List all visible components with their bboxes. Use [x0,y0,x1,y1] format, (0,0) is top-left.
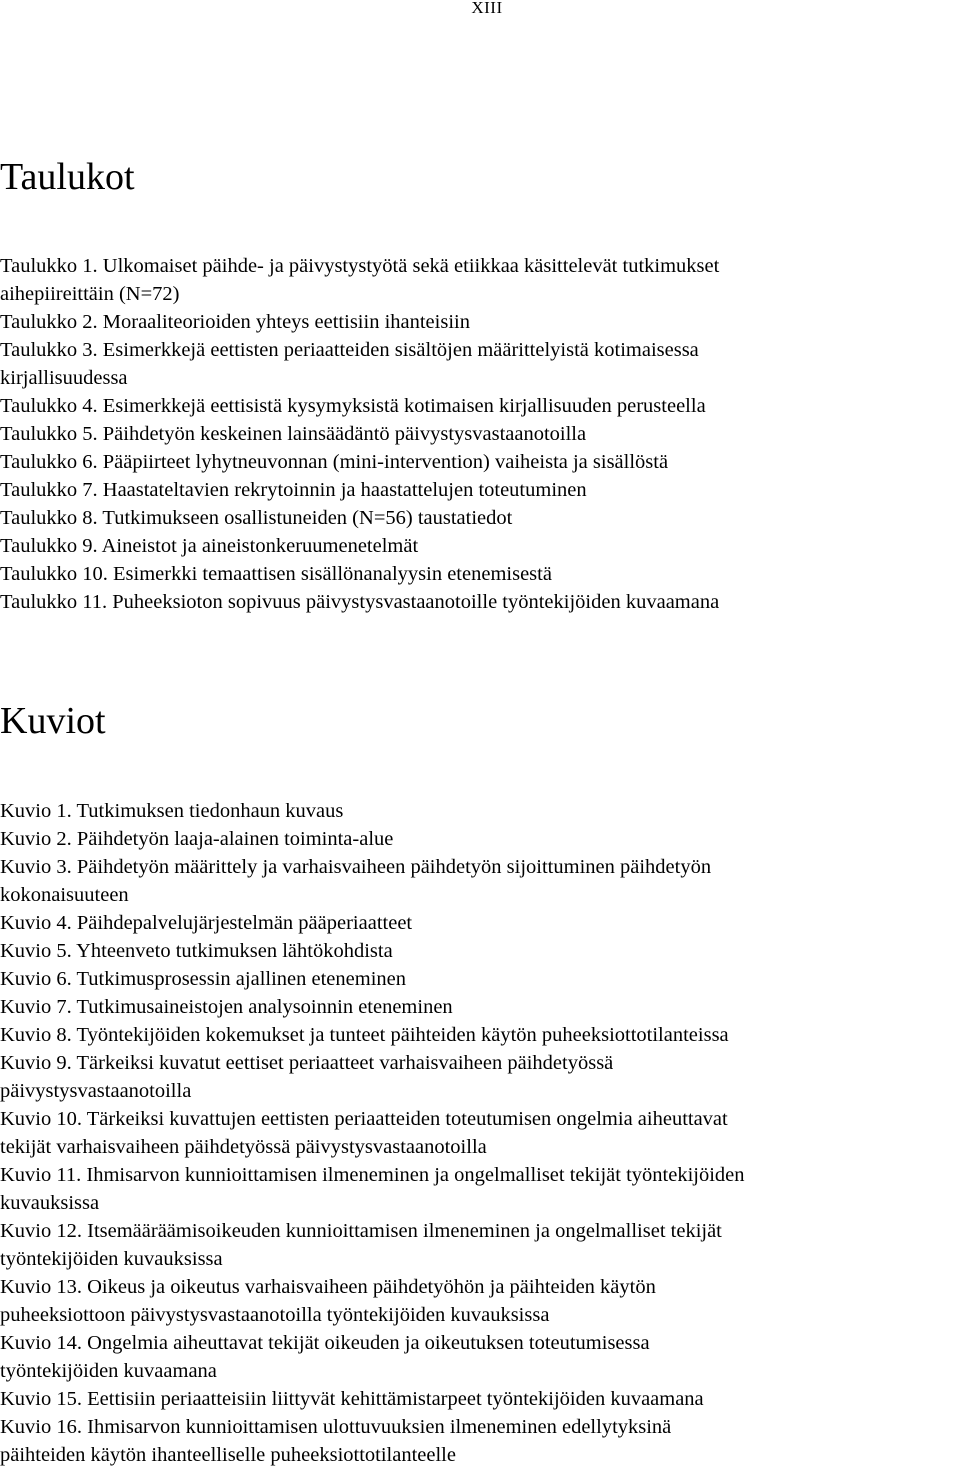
list-item: Taulukko 7. Haastateltavien rekrytoinnin ja haastattelujen toteutuminen [0,479,587,501]
list-item: kokonaisuuteen [0,884,129,906]
figures-list [0,797,960,1469]
list-item: Taulukko 6. Pääpiirteet lyhytneuvonnan (mini-intervention) vaiheista ja sisällöstä [0,451,669,473]
list-item: Taulukko 1. Ulkomaiset päihde- ja päivystystyötä sekä etiikkaa käsittelevät tutkimukset [0,255,720,277]
figures-heading: Kuviot [0,700,106,742]
list-item: Taulukko 9. Aineistot ja aineistonkeruumenetelmät [0,535,419,557]
tables-heading: Taulukot [0,156,135,198]
list-item: päivystysvastaanotoilla [0,1080,192,1102]
list-item: Kuvio 14. Ongelmia aiheuttavat tekijät oikeuden ja oikeutuksen toteutumisessa [0,1332,650,1354]
list-item: Kuvio 16. Ihmisarvon kunnioittamisen ulottuvuuksien ilmeneminen edellytyksinä [0,1416,672,1438]
list-item: Kuvio 13. Oikeus ja oikeutus varhaisvaiheen päihdetyöhön ja päihteiden käytön [0,1276,656,1298]
list-item: Taulukko 2. Moraaliteorioiden yhteys eettisiin ihanteisiin [0,311,470,333]
list-item: Kuvio 10. Tärkeiksi kuvattujen eettisten periaatteiden toteutumisen ongelmia aiheuttavat [0,1108,728,1130]
list-item: Taulukko 3. Esimerkkejä eettisten periaatteiden sisältöjen määrittelyistä kotimaisessa [0,339,699,361]
list-item: Kuvio 6. Tutkimusprosessin ajallinen eteneminen [0,968,406,990]
list-item: kuvauksissa [0,1192,100,1214]
list-item: Kuvio 7. Tutkimusaineistojen analysoinnin eteneminen [0,996,453,1018]
list-item: päihteiden käytön ihanteelliselle puheeksiottotilanteelle [0,1444,456,1466]
list-item: Taulukko 10. Esimerkki temaattisen sisällönanalyysin etenemisestä [0,563,552,585]
list-item: Taulukko 11. Puheeksioton sopivuus päivystysvastaanotoille työntekijöiden kuvaamana [0,591,720,613]
list-item: Kuvio 15. Eettisiin periaatteisiin liittyvät kehittämistarpeet työntekijöiden kuvaamana [0,1388,704,1410]
list-item: puheeksiottoon päivystysvastaanotoilla työntekijöiden kuvauksissa [0,1304,550,1326]
list-item: Kuvio 4. Päihdepalvelujärjestelmän pääperiaatteet [0,912,413,934]
list-item: Kuvio 11. Ihmisarvon kunnioittamisen ilmeneminen ja ongelmalliset tekijät työntekijöiden [0,1164,745,1186]
list-item: työntekijöiden kuvaamana [0,1360,217,1382]
list-item: Kuvio 5. Yhteenveto tutkimuksen lähtökohdista [0,940,393,962]
page-number: XIII [471,0,503,17]
list-item: Kuvio 3. Päihdetyön määrittely ja varhaisvaiheen päihdetyön sijoittuminen päihdetyön [0,856,712,878]
list-item: Kuvio 1. Tutkimuksen tiedonhaun kuvaus [0,800,344,822]
list-item: tekijät varhaisvaiheen päihdetyössä päivystysvastaanotoilla [0,1136,487,1158]
list-item: Kuvio 2. Päihdetyön laaja-alainen toiminta-alue [0,828,394,850]
list-item: Kuvio 9. Tärkeiksi kuvatut eettiset periaatteet varhaisvaiheen päihdetyössä [0,1052,614,1074]
list-item: Kuvio 8. Työntekijöiden kokemukset ja tunteet päihteiden käytön puheeksiottotilanteissa [0,1024,729,1046]
list-item: Taulukko 8. Tutkimukseen osallistuneiden (N=56) taustatiedot [0,507,513,529]
list-item: kirjallisuudessa [0,367,128,389]
tables-list [0,252,960,616]
list-item: Taulukko 4. Esimerkkejä eettisistä kysymyksistä kotimaisen kirjallisuuden perusteella [0,395,706,417]
list-item: Kuvio 12. Itsemääräämisoikeuden kunnioittamisen ilmeneminen ja ongelmalliset tekijät [0,1220,722,1242]
list-item: Taulukko 5. Päihdetyön keskeinen lainsäädäntö päivystysvastaanotoilla [0,423,587,445]
list-item: aihepiireittäin (N=72) [0,283,180,305]
list-item: työntekijöiden kuvauksissa [0,1248,223,1270]
